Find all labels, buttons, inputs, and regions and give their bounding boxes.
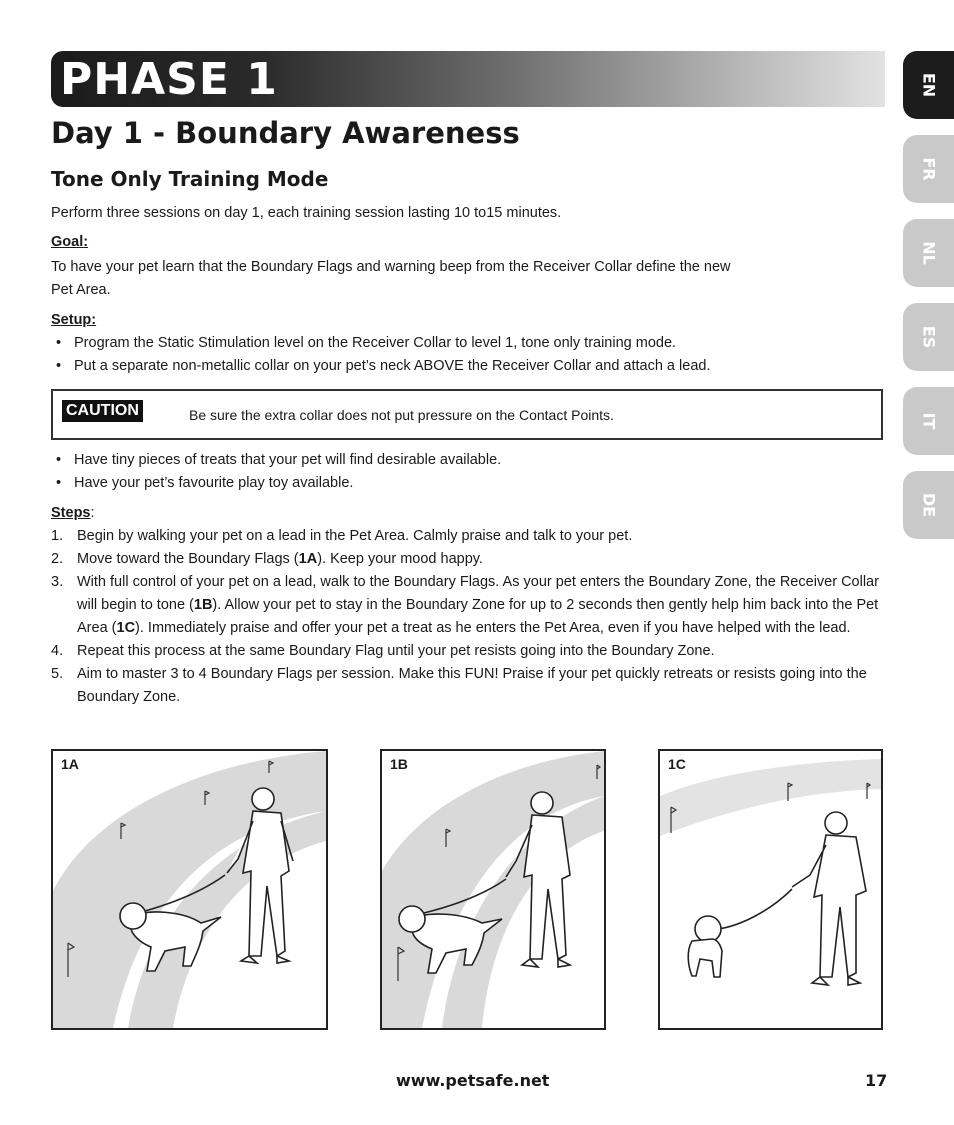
figure-label: 1B (390, 756, 408, 772)
goal-text-line-1: To have your pet learn that the Boundary Flags and warning beep from the Receiver Collar define the new (51, 259, 731, 275)
tab-en[interactable] (903, 51, 954, 119)
figure-reference: 1C (116, 620, 136, 636)
tab-de[interactable] (903, 471, 954, 539)
goal-text-line-2: Pet Area. (51, 282, 111, 298)
footer-url[interactable]: www.petsafe.net (396, 1071, 550, 1090)
step-text: ). Keep your mood happy. (317, 551, 483, 567)
figure-label: 1C (668, 756, 686, 772)
list-item: • Put a separate non-metallic collar on your pet’s neck ABOVE the Receiver Collar and attach a lead. (51, 355, 891, 378)
step-item (51, 640, 891, 663)
list-item: • Program the Static Stimulation level on the Receiver Collar to level 1, tone only training mode. (51, 332, 891, 355)
tab-it[interactable] (903, 387, 954, 455)
tab-es[interactable] (903, 303, 954, 371)
step-number: 2. (51, 551, 64, 567)
tab-fr[interactable] (903, 135, 954, 203)
figure-1c (658, 749, 883, 1030)
illustration-1a (53, 751, 326, 1028)
setup-list (51, 332, 891, 378)
step-number: 3. (51, 574, 64, 590)
steps-heading (51, 505, 95, 521)
step-item (51, 548, 891, 571)
steps-label: Steps (51, 505, 91, 521)
tab-nl[interactable] (903, 219, 954, 287)
step-text: With full control of your pet on a lead, walk to the Boundary Flags. As your pet enters the Boundary Zone, the Receiver Collar will begin to tone ( (77, 574, 879, 613)
caution-text: Be sure the extra collar does not put pressure on the Contact Points. (189, 407, 614, 423)
step-text: Repeat this process at the same Boundary Flag until your pet resists going into the Boundary Zone. (77, 643, 715, 659)
tab-label: ES (919, 325, 938, 349)
tab-label: EN (919, 72, 938, 98)
goal-text (51, 256, 730, 302)
dog-icon (688, 916, 722, 977)
steps-label-suffix: : (90, 505, 95, 521)
phase-header-bar (51, 51, 885, 107)
step-number: 1. (51, 528, 64, 544)
figure-reference: 1A (298, 551, 318, 567)
step-text: ). Allow your pet to stay in the Boundary Zone for up to 2 seconds then gently help him back into the Pet Area ( (77, 597, 879, 636)
setup-label: Setup: (51, 312, 97, 328)
step-number: 4. (51, 643, 64, 659)
tab-label: NL (919, 241, 938, 265)
list-item: • Have your pet’s favourite play toy available. (51, 472, 891, 495)
figure-1a (51, 749, 328, 1030)
step-text: Move toward the Boundary Flags ( (77, 551, 299, 567)
intro-text: Perform three sessions on day 1, each training session lasting 10 to15 minutes. (51, 205, 562, 221)
step-item (51, 663, 891, 709)
goal-label: Goal: (51, 234, 89, 250)
steps-list (51, 525, 891, 709)
step-text: Aim to master 3 to 4 Boundary Flags per session. Make this FUN! Praise if your pet quickly retreats or resists going into the Boundary Zone. (77, 666, 867, 705)
illustration-1b (382, 751, 604, 1028)
caution-box (51, 389, 883, 440)
step-item (51, 525, 891, 548)
page-number: 17 (865, 1071, 888, 1090)
tab-label: DE (919, 492, 938, 518)
step-text: ). Immediately praise and offer your pet a treat as he enters the Pet Area, even if you have helped with the lead. (135, 620, 851, 636)
caution-badge: CAUTION (62, 400, 143, 422)
extra-list (51, 449, 891, 495)
illustration-1c (660, 751, 881, 1028)
figure-reference: 1B (193, 597, 213, 613)
page-title: Day 1 - Boundary Awareness (51, 116, 520, 150)
step-item (51, 571, 891, 640)
person-icon (792, 812, 866, 985)
phase-title: PHASE 1 (60, 54, 278, 105)
step-number: 5. (51, 666, 64, 682)
list-item: • Have tiny pieces of treats that your pet will find desirable available. (51, 449, 891, 472)
figure-1b (380, 749, 606, 1030)
section-subtitle: Tone Only Training Mode (51, 167, 329, 191)
step-text: Begin by walking your pet on a lead in the Pet Area. Calmly praise and talk to your pet. (77, 528, 633, 544)
tab-label: IT (919, 412, 938, 430)
tab-label: FR (919, 157, 938, 181)
figure-label: 1A (61, 756, 79, 772)
